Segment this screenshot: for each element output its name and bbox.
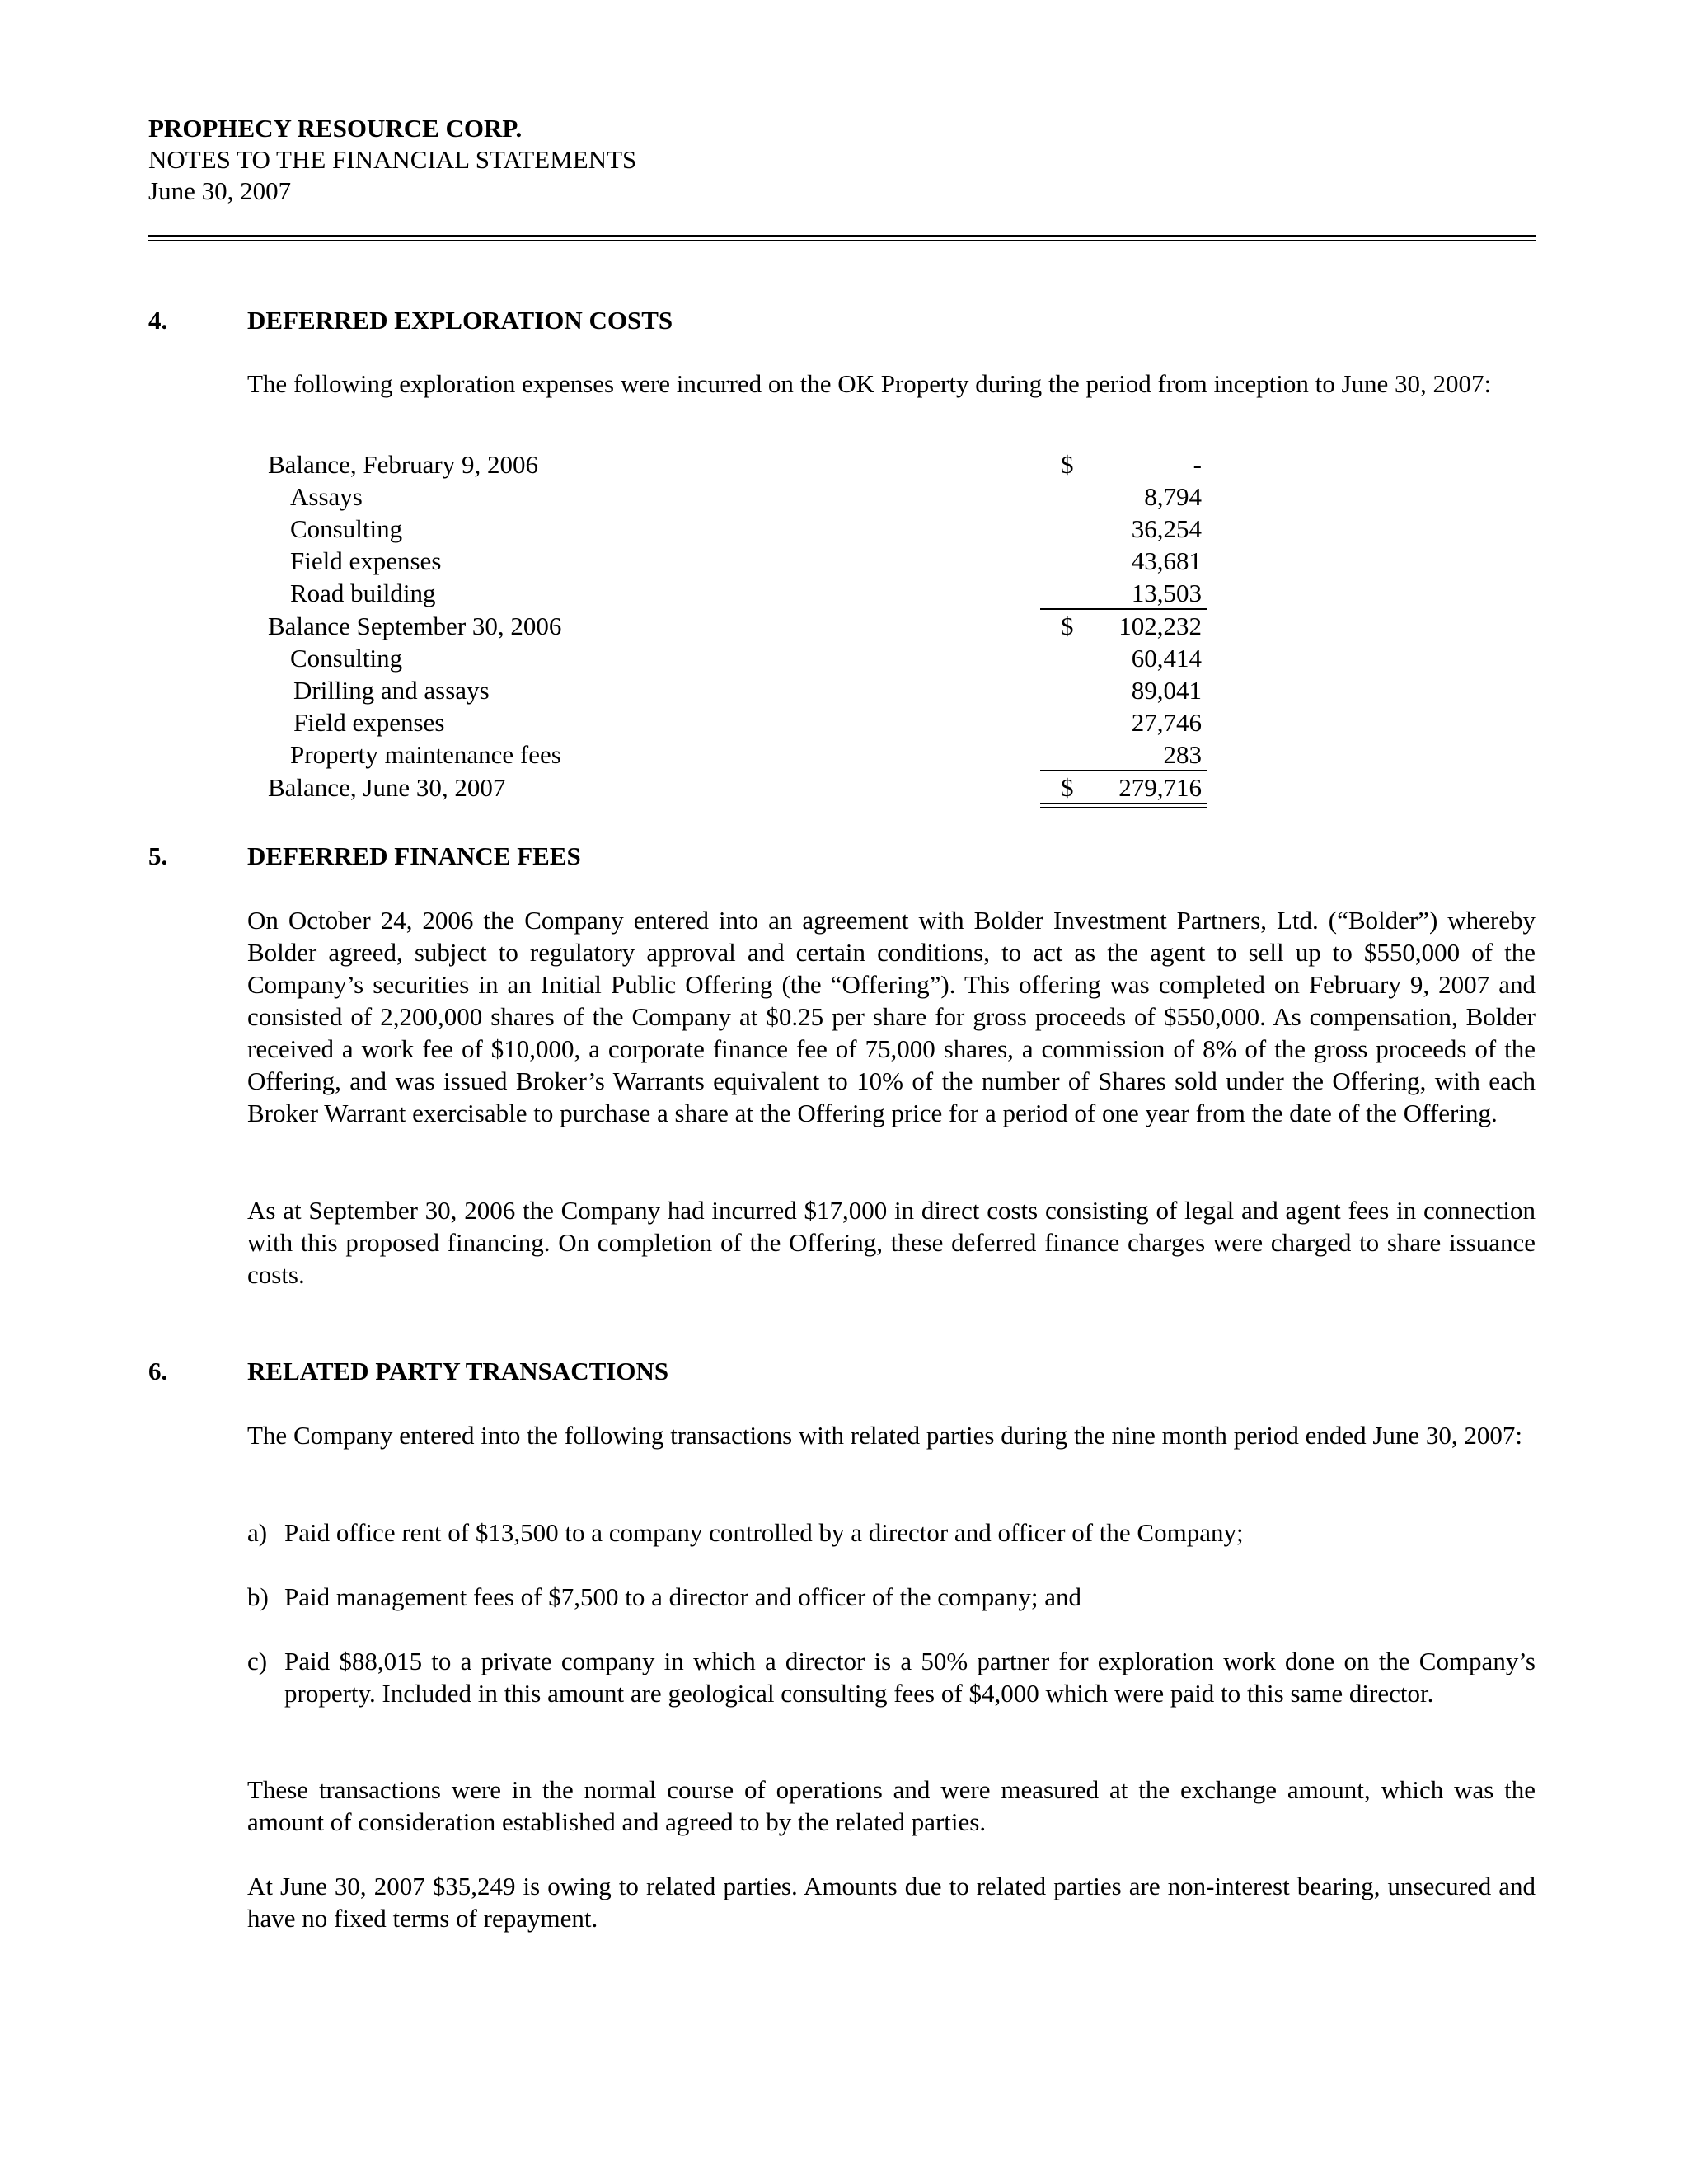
row-currency: $ bbox=[1061, 450, 1074, 479]
row-label: Balance, June 30, 2007 bbox=[268, 773, 506, 802]
section-5-paragraph-1: On October 24, 2006 the Company entered into an agreement with Bolder Investment Partners, Ltd. (“Bolder”) whereby Bolder agreed, subject to regulatory approval and certain conditions, to act as the agent to sell up to $550,000 of the Company’s securities in an Initial Public Offering (the “Offering”). This offering was completed on February 9, 2007 and consisted of 2,200,000 shares of the Company at $0.25 per share for gross proceeds of $550,000. As compensation, Bolder received a work fee of $10,000, a corporate finance fee of 75,000 shares, a commission of 8% of the gross proceeds of the Offering, and was issued Broker’s Warrants equivalent to 10% of the number of Shares sold under the Offering, with each Broker Warrant exercisable to purchase a share at the Offering price for a period of one year from the date of the Offering. bbox=[247, 906, 1536, 1127]
row-label: Drilling and assays bbox=[293, 676, 490, 705]
table-row bbox=[247, 771, 1236, 804]
table-row bbox=[247, 545, 1236, 577]
section-5-paragraph-2: As at September 30, 2006 the Company had incurred $17,000 in direct costs consisting of legal and agent fees in connection with this proposed financing. On completion of the Offering, these deferred finance charges were charged to share issuance costs. bbox=[247, 1196, 1536, 1289]
row-label: Consulting bbox=[290, 644, 403, 673]
row-currency: $ bbox=[1061, 773, 1074, 802]
row-amount: 60,414 bbox=[1131, 644, 1202, 673]
row-label: Assays bbox=[290, 482, 363, 511]
row-amount: 43,681 bbox=[1131, 546, 1202, 575]
table-row bbox=[247, 706, 1236, 738]
row-label: Field expenses bbox=[290, 546, 442, 575]
row-currency: $ bbox=[1061, 612, 1074, 640]
row-amount: 102,232 bbox=[1118, 612, 1202, 640]
header-rule-bottom bbox=[148, 240, 1536, 241]
row-label: Property maintenance fees bbox=[290, 740, 561, 769]
row-label: Balance September 30, 2006 bbox=[268, 612, 562, 640]
document-date: June 30, 2007 bbox=[148, 176, 292, 205]
row-amount: 13,503 bbox=[1131, 579, 1202, 607]
section-4-intro: The following exploration expenses were incurred on the OK Property during the period from inception to June 30, 2007: bbox=[247, 369, 1492, 398]
section-6-paragraph-1: These transactions were in the normal course of operations and were measured at the exchange amount, which was the amount of consideration established and agreed to by the related parties. bbox=[247, 1775, 1536, 1836]
section-6-title: RELATED PARTY TRANSACTIONS bbox=[247, 1357, 669, 1385]
row-amount: 8,794 bbox=[1144, 482, 1202, 511]
section-4-title: DEFERRED EXPLORATION COSTS bbox=[247, 306, 673, 335]
table-row bbox=[247, 448, 1236, 480]
section-6-number: 6. bbox=[148, 1357, 168, 1385]
section-5-number: 5. bbox=[148, 841, 168, 870]
list-marker: c) bbox=[247, 1647, 268, 1675]
table-row bbox=[247, 738, 1236, 771]
list-marker: a) bbox=[247, 1518, 268, 1547]
row-amount: 283 bbox=[1163, 740, 1202, 769]
list-text: Paid $88,015 to a private company in which a director is a 50% partner for exploration work done on the Company’s property. Included in this amount are geological consulting fees of $4,000 which were paid to this same director. bbox=[284, 1647, 1536, 1708]
list-text: Paid office rent of $13,500 to a company controlled by a director and officer of the Company; bbox=[284, 1518, 1244, 1547]
table-row bbox=[247, 674, 1236, 706]
row-amount: - bbox=[1193, 450, 1202, 479]
row-amount: 36,254 bbox=[1131, 514, 1202, 543]
section-5-title: DEFERRED FINANCE FEES bbox=[247, 841, 581, 870]
document-subtitle: NOTES TO THE FINANCIAL STATEMENTS bbox=[148, 145, 637, 174]
list-text: Paid management fees of $7,500 to a director and officer of the company; and bbox=[284, 1582, 1081, 1611]
row-amount: 27,746 bbox=[1131, 708, 1202, 737]
table-row bbox=[247, 577, 1236, 609]
section-4-number: 4. bbox=[148, 306, 168, 335]
table-row bbox=[247, 642, 1236, 674]
section-6-paragraph-2: At June 30, 2007 $35,249 is owing to related parties. Amounts due to related parties are non-interest bearing, unsecured and have no fixed terms of repayment. bbox=[247, 1872, 1536, 1933]
row-label: Road building bbox=[290, 579, 436, 607]
table-row bbox=[247, 480, 1236, 513]
company-name: PROPHECY RESOURCE CORP. bbox=[148, 114, 523, 143]
row-label: Consulting bbox=[290, 514, 403, 543]
total-double-underline-bottom bbox=[1040, 807, 1207, 808]
table-row bbox=[247, 513, 1236, 545]
table-row bbox=[247, 610, 1236, 642]
row-label: Field expenses bbox=[293, 708, 445, 737]
list-marker: b) bbox=[247, 1582, 269, 1611]
section-6-intro: The Company entered into the following transactions with related parties during the nine month period ended June 30, 2007: bbox=[247, 1421, 1523, 1450]
row-label: Balance, February 9, 2006 bbox=[268, 450, 538, 479]
total-double-underline-top bbox=[1040, 803, 1207, 804]
row-amount: 89,041 bbox=[1131, 676, 1202, 705]
row-amount: 279,716 bbox=[1118, 773, 1202, 802]
header-rule-top bbox=[148, 235, 1536, 237]
